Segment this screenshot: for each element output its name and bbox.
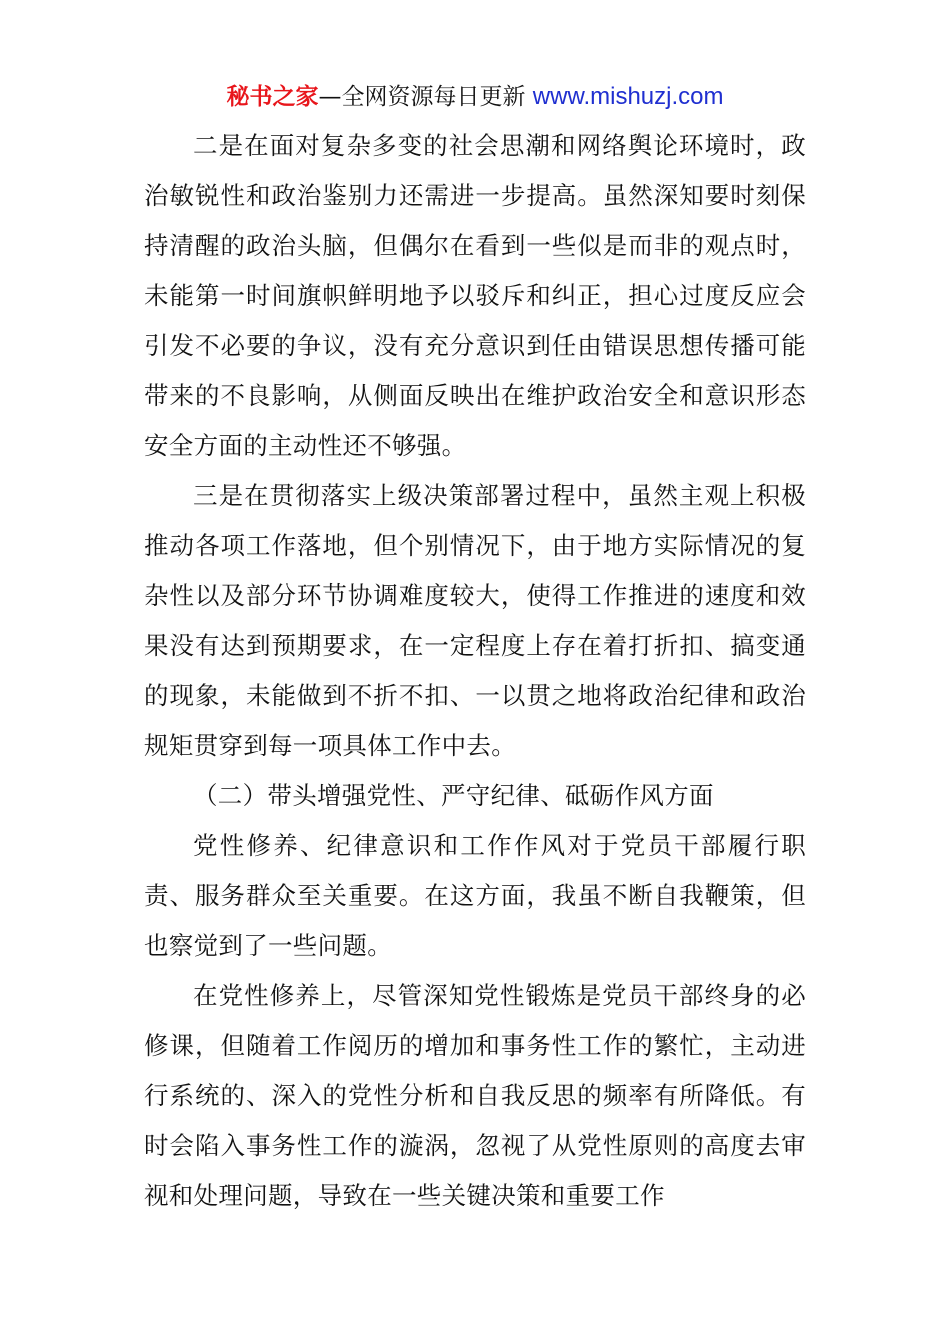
paragraph-implementation: 三是在贯彻落实上级决策部署过程中，虽然主观上积极推动各项工作落地，但个别情况下，由于地方实际情况的复杂性以及部分环节协调难度较大，使得工作推进的速度和效果没有达到预期要求，在一定程度上存在着打折扣、搞变通的现象，未能做到不折不扣、一以贯之地将政治纪律和政治规矩贯穿到每一项具体工作中去。	[144, 481, 806, 760]
header-tagline: —全网资源每日更新	[318, 84, 526, 110]
paragraph-party-cultivation: 在党性修养上，尽管深知党性锻炼是党员干部终身的必修课，但随着工作阅历的增加和事务性工作的繁忙，主动进行系统的、深入的党性分析和自我反思的频率有所降低。有时会陷入事务性工作的漩涡，忽视了从党性原则的高度去审视和处理问题，导致在一些关键决策和重要工作	[144, 981, 806, 1210]
paragraph-party-spirit-intro: 党性修养、纪律意识和工作作风对于党员干部履行职责、服务群众至关重要。在这方面，我虽不断自我鞭策，但也察觉到了一些问题。	[144, 831, 806, 960]
section-heading: （二）带头增强党性、严守纪律、砥砺作风方面	[193, 781, 714, 810]
paragraph-political-sensitivity: 二是在面对复杂多变的社会思潮和网络舆论环境时，政治敏锐性和政治鉴别力还需进一步提高。虽然深知要时刻保持清醒的政治头脑，但偶尔在看到一些似是而非的观点时，未能第一时间旗帜鲜明地予以驳斥和纠正，担心过度反应会引发不必要的争议，没有充分意识到任由错误思想传播可能带来的不良影响，从侧面反映出在维护政治安全和意识形态安全方面的主动性还不够强。	[144, 131, 806, 460]
document-body	[144, 121, 806, 1221]
site-header	[0, 80, 950, 114]
site-url-link[interactable]: www.mishuzj.com	[532, 83, 724, 110]
brand-name: 秘书之家	[226, 84, 319, 110]
